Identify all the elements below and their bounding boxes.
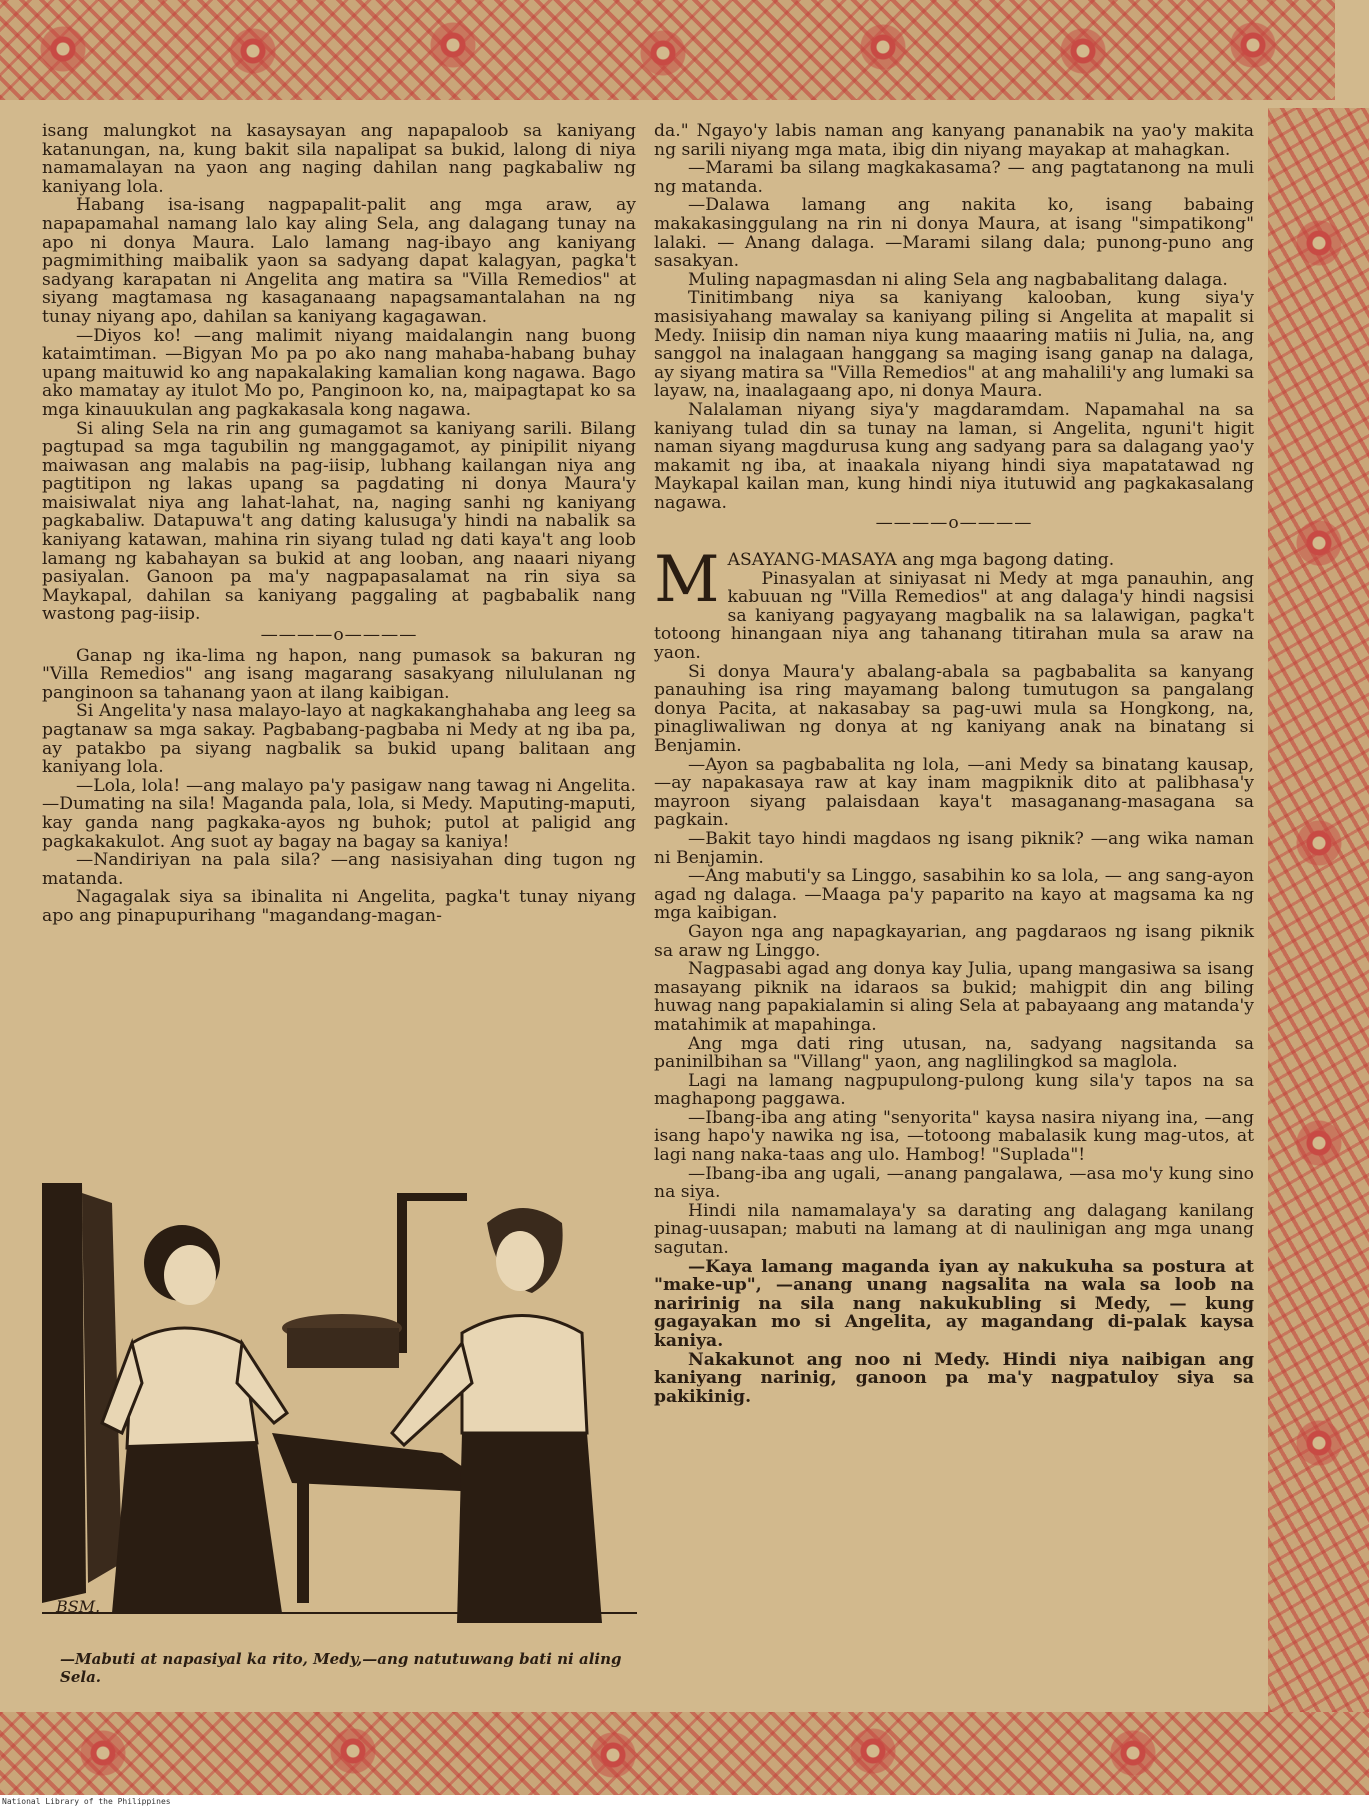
paragraph: Ang mga dati ring utusan, na, sadyang nagsitanda sa paninilbihan sa "Villang" yaon, ang naglilingkod sa maglola. — [654, 1033, 1254, 1073]
paragraph: isang malungkot na kasaysayan ang napapaloob sa kaniyang katanungan, na, kung bakit sila napalipat sa bukid, lalong di niya namamalayan na yaon ang naging dahilan nang pagkabaliw ng kaniyang lola. — [42, 121, 636, 197]
flower-ornament-icon — [1230, 22, 1276, 68]
paragraph: Si Angelita'y nasa malayo-layo at nagkakanghahaba ang leeg sa pagtanaw sa mga sakay. Pagbabang-pagbaba ni Medy at ng iba pa, ay patakbo pa siyang nagbalik sa bukid upang balitaan ang kaniyang lola. — [42, 701, 636, 778]
paragraph: Tinitimbang niya sa kaniyang kalooban, kung siya'y masisiyahang mawalay sa kaniyang piling si Angelita at mapalit si Medy. Iniisip din naman niya kung maaaring matiis ni Julia, na, ang sanggol na inalagaan hanggang sa maging isang ganap na dalaga, ay siyang matira sa "Villa Remedios" at ang mahalili'y ang lumaki sa layaw, na, inaalagaang apo, ni donya Maura. — [654, 288, 1254, 402]
paragraph: Nakakunot ang noo ni Medy. Hindi niya naibigan ang kaniyang narinig, ganoon pa ma'y nagpatuloy siya sa pakikinig. — [654, 1349, 1254, 1407]
paragraph: —Ang mabuti'y sa Linggo, sasabihin ko sa lola, — ang sang-ayon agad ng dalaga. —Maaga pa'y paparito na kayo at magsama ka ng mga kaibigan. — [654, 866, 1254, 924]
paragraph: Si aling Sela na rin ang gumagamot sa kaniyang sarili. Bilang pagtupad sa mga tagubilin ng manggagamot, ay pinipilit niyang maiwasan ang malabis na pag-iisip, lubhang kailangan niya ang pagtitipon ng lakas upang sa pagdating ni donya Maura'y maisiwalat niya ang lahat-lahat, na, naging sanhi ng kaniyang pagkabaliw. Datapuwa't ang dating kalusuga'y hindi na nabalik sa kaniyang katawan, mahina rin siyang tulad ng dati kaya't ang loob lamang ng kabahayan sa bukid at ang looban, ang naaari niyang pasiyalan. Ganoon pa ma'y nagpapasalamat na rin siya sa Maykapal, dahilan sa kaniyang paggaling at pagbabalik nang wastong pag-iisip. — [42, 418, 636, 625]
flower-ornament-icon — [640, 30, 686, 76]
dropcap-letter: M — [654, 543, 720, 618]
paragraph: Habang isa-isang nagpapalit-palit ang mga araw, ay napapamahal namang lalo kay aling Sela, ang dalagang tunay na apo ni donya Maura. Lalo lamang nag-ibayo ang kaniyang pagmimithing maibalik yaon sa sadyang dapat kalagyan, pagka't sadyang karapatan ni Angelita ang matira sa "Villa Remedios" at siyang magtamasa ng kasaganaang napagsamantalahan na ng tunay niyang apo, dahilan sa kaniyang kagagawan. — [42, 195, 636, 327]
flower-ornament-icon — [330, 1728, 376, 1774]
paragraph: Nagagalak siya sa ibinalita ni Angelita, pagka't tunay niyang apo ang pinapupurihang "magandang-magan- — [42, 887, 636, 926]
flower-ornament-icon — [860, 24, 906, 70]
paragraph: Pinasyalan at siniyasat ni Medy at mga panauhin, ang kabuuan ng "Villa Remedios" at ang dalaga'y hindi nagsisi sa kaniyang pagyayang magbalik na sa lalawigan, pagka't totoong hinangaan niya ang tahanang titirahan mula sa araw na yaon. — [654, 568, 1254, 664]
paragraph: —Nandiriyan na pala sila? —ang nasisiyahan ding tugon ng matanda. — [42, 850, 636, 889]
paragraph: Lagi na lamang nagpupulong-pulong kung sila'y tapos na sa maghapong paggawa. — [654, 1070, 1254, 1110]
flower-ornament-icon — [1296, 220, 1342, 266]
paragraph: —Diyos ko! —ang malimit niyang maidalangin nang buong kataimtiman. —Bigyan Mo pa po ako nang mahaba-habang buhay upang maituwid ko ang napakalaking kamalian kong nagawa. Bago ako mamatay ay itulot Mo po, Panginoon ko, na, maipagtapat ko sa mga kinauukulan ang pagkakasala kong nagawa. — [42, 325, 636, 420]
paragraph: Nagpasabi agad ang donya kay Julia, upang mangasiwa sa isang masayang piknik na idaraos sa bukid; mahigpit din ang biling huwag nang papakialamin si aling Sela at pabayaang ang matanda'y matahimik at mapahinga. — [654, 959, 1254, 1035]
flower-ornament-icon — [1060, 28, 1106, 74]
paragraph: —Ibang-iba ang ugali, —anang pangalawa, —asa mo'y kung sino na siya. — [654, 1163, 1254, 1203]
section-separator: ————o———— — [875, 513, 1033, 534]
paragraph: —Ibang-iba ang ating "senyorita" kaysa nasira niyang ina, —ang isang hapo'y nawika ng isa, —totoong mabalasik kung mag-utos, at lagi nang naka-taas ang ulo. Hambog! "Suplada"! — [654, 1107, 1254, 1166]
paragraph: —Marami ba silang magkakasama? — ang pagtatanong na muli ng matanda. — [654, 158, 1254, 197]
decorative-border-right — [1268, 108, 1369, 1712]
paragraph: Gayon nga ang napagkayarian, ang pagdaraos ng isang piknik sa araw ng Linggo. — [654, 921, 1254, 961]
paragraph: da." Ngayo'y labis naman ang kanyang pananabik na yao'y makita ng sarili niyang mga mata, ibig din niyang mayakap at mahagkan. — [654, 121, 1254, 160]
story-illustration — [42, 1183, 637, 1633]
paragraph: Muling napagmasdan ni aling Sela ang nagbabalitang dalaga. — [688, 269, 1228, 290]
paragraph: Ganap ng ika-lima ng hapon, nang pumasok sa bakuran ng "Villa Remedios" ang isang magarang sasakyang nilululanan ng panginoon sa tahanang yaon at ilang kaibigan. — [42, 645, 636, 703]
illustration-caption: —Mabuti at napasiyal ka rito, Medy,—ang natutuwang bati ni aling Sela. — [60, 1650, 622, 1686]
right-column — [654, 122, 1254, 1406]
flower-ornament-icon — [1296, 820, 1342, 866]
paragraph: Hindi nila namamalaya'y sa darating ang dalagang kanilang pinag-uusapan; mabuti na lamang at di naulinigan ang mga unang sagutan. — [654, 1200, 1254, 1259]
dropcap-section — [654, 543, 1254, 664]
flower-ornament-icon — [1110, 1730, 1156, 1776]
paragraph: —Lola, lola! —ang malayo pa'y pasigaw nang tawag ni Angelita. —Dumating na sila! Maganda pala, lola, si Medy. Maputing-maputi, kay ganda nang pagkaka-ayos ng buhok; putol at paligid ang pagkakakulot. Ang suot ay bagay na bagay sa kaniya! — [42, 775, 636, 852]
artist-signature: BSM. — [56, 1597, 101, 1616]
paragraph: —Kaya lamang maganda iyan ay nakukuha sa postura at "make-up", —anang unang nagsalita na wala sa loob na naririnig na sila nang nakukubling si Medy, — kung gagayakan mo si Angelita, ay magandang di-palak kaysa kaniya. — [654, 1256, 1254, 1351]
flower-ornament-icon — [1296, 1420, 1342, 1466]
paragraph: —Bakit tayo hindi magdaos ng isang piknik? —ang wika naman ni Benjamin. — [654, 828, 1254, 868]
flower-ornament-icon — [1296, 1120, 1342, 1166]
flower-ornament-icon — [850, 1728, 896, 1774]
flower-ornament-icon — [40, 26, 86, 72]
bold-passage — [654, 1258, 1254, 1407]
paragraph: Si donya Maura'y abalang-abala sa pagbabalita sa kanyang panauhing isa ring mayamang balong tumutugon sa pangalang donya Pacita, at nakasabay sa pag-uwi mula sa Hongkong, na, pinagliwaliwan ng donya at ng kaniyang anak na binatang si Benjamin. — [654, 661, 1254, 756]
flower-ornament-icon — [430, 22, 476, 68]
decorative-border-bottom — [0, 1712, 1369, 1795]
illustration-drawing — [42, 1183, 637, 1633]
flower-ornament-icon — [590, 1732, 636, 1778]
left-column — [42, 122, 636, 926]
paragraph: Nalalaman niyang siya'y magdaramdam. Napamahal na sa kaniyang tulad din sa tunay na laman, si Angelita, nguni't higit naman siyang magdurusa kung ang sadyang para sa dalagang yao'y makamit ng iba, at inaakala niyang hindi siya mapatatawad ng Maykapal kailan man, kung hindi niya itutuwid ang pagkakasalang nagawa. — [654, 399, 1254, 513]
flower-ornament-icon — [1296, 520, 1342, 566]
flower-ornament-icon — [80, 1730, 126, 1776]
paragraph: —Dalawa lamang ang nakita ko, isang babaing makakasinggulang na rin ni donya Maura, at isang "simpatikong" lalaki. — Anang dalaga. —Marami silang dala; punong-puno ang sasakyan. — [654, 195, 1254, 272]
section-separator: ————o———— — [260, 625, 418, 646]
library-credit: National Library of the Philippines — [2, 1797, 171, 1806]
flower-ornament-icon — [230, 28, 276, 74]
paragraph: —Ayon sa pagbabalita ng lola, —ani Medy sa binatang kausap, —ay napakasaya raw at kay inam magpiknik dito at palibhasa'y mayroon siyang palaisdaan kaya't masaganang-masagana sa pagkain. — [654, 754, 1254, 831]
dropcap-heading: ASAYANG-MASAYA ang mga bagong dating. — [727, 550, 1115, 571]
